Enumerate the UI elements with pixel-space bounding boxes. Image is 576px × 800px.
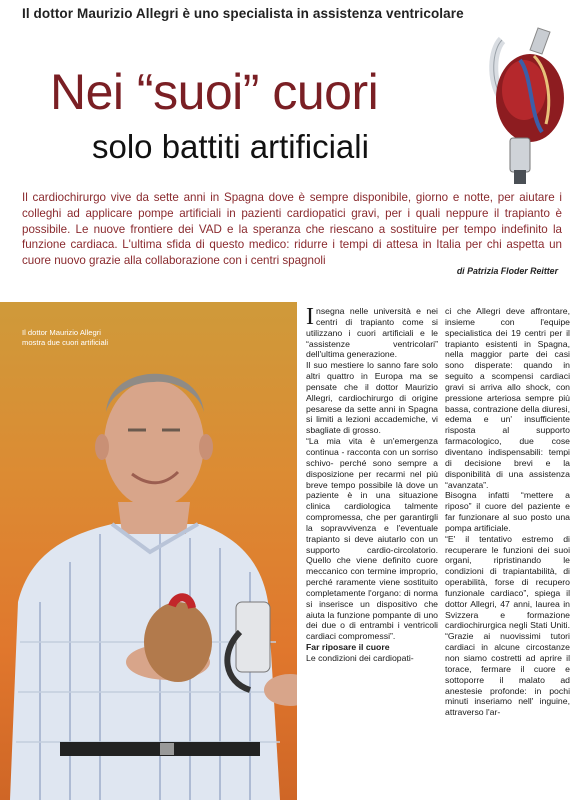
text-column-2: [445, 306, 570, 718]
column-1-paragraph-4: Le condizioni dei cardiopati-: [306, 653, 414, 663]
article-title: Nei “suoi” cuori: [50, 64, 379, 120]
text-column-1: [306, 306, 438, 664]
column-2-paragraph-2: Bisogna infatti “mettere a riposo” il cuore del paziente e far funzionare al suo posto una pompa artificiale.: [445, 490, 570, 533]
article-lead: Il cardiochirurgo vive da sette anni in Spagna dove è sempre disponibile, giorno e notte, per aiutare i colleghi ad applicare pompe artificiali in pazienti cardiopatici gravi, per i quali neppure il trapianto è possibile. Le nuove frontiere dei VAD e la speranza che riescano a sostituire per tempo indefinito la funzione cardiaca. L'ultima sfida di questo medico: ridurre i tempi di attesa in Italia per chi aspetta un cuore nuovo grazie alla collaborazione con i centri spagnoli: [22, 191, 562, 268]
drop-cap: I: [306, 304, 314, 330]
caption-line-1: Il dottor Maurizio Allegri: [22, 328, 101, 337]
column-2-paragraph-1: ci che Allegri deve affrontare, insieme con l'equipe specialistica dei 19 centri per il trapianto esistenti in Spagna, nella maggior parte dei casi sono disperate: quando in seguito a scompensi cardiaci gravi si arriva allo shock, con pressione arteriosa sempre più bassa, contrazione della diuresi, edema e un' insufficiente risposta al supporto farmacologico, due cose diventano indispensabili: tempi di decisione brevi e la disponibilità di una assistenza “avanzata”.: [445, 306, 570, 490]
column-1-paragraph-2: Il suo mestiere lo sanno fare solo altri quattro in Europa ma se pensate che il dottor Maurizio Allegri, cardiochirurgo di origine pesarese da sette anni in Spagna si limiti a lezioni accademiche, vi sbagliate di grosso.: [306, 360, 438, 436]
byline: di Patrizia Floder Reitter: [456, 266, 558, 276]
article-kicker: Il dottor Maurizio Allegri è uno specialista in assistenza ventricolare: [22, 6, 464, 21]
column-2-paragraph-3: “E' il tentativo estremo di recuperare le funzioni dei suoi organi, ripristinando le condizioni di trapiantabilità, di operabilità, forse di recupero funzionale cardiaco”, spiega il dottor Allegri, 47 anni, laurea in Svizzera e formazione cardiochirurgica negli Stati Uniti. “Grazie ai nuovissimi tutori cardiaci in alcune circostanze non siamo costretti ad aprire il torace, fermare il cuore e sottoporre il malato ad anestesie profonde: in pochi minuti inseriamo nell' inguine, attraverso l'ar-: [445, 533, 570, 718]
portrait-photo: [0, 302, 297, 800]
article-subtitle: solo battiti artificiali: [92, 128, 369, 165]
artificial-heart-illustration: [472, 20, 572, 186]
column-1-paragraph-3: “La mia vita è un'emergenza continua - racconta con un sorriso schivo- perché sono sempre a disposizione per recarmi nel più breve tempo possibile là dove un paziente è in una situazione clinica cardiologica talmente compromessa, che per garantirgli la sopravvivenza e l'eventuale trapianto si deve aiutarlo con un supporto cardio-circolatorio. Quello che viene definito cuore meccanico con termine improprio, perché raramente viene sostituito completamente l'organo: di norma si inserisce un dispositivo che aiuta la funzione pompante di uno dei due o di entrambi i ventricoli cardiaci compromessi”.: [306, 436, 438, 642]
column-1-paragraph-1: [306, 306, 438, 360]
photo-caption: [22, 328, 132, 348]
caption-line-2: mostra due cuori artificiali: [22, 338, 109, 347]
paragraph-text: nsegna nelle università e nei centri di trapianto come si utilizzano i cuori artificiali e le “assistenze ventricolari” dell'ultima generazione.: [306, 306, 438, 360]
section-subhead: Far riposare il cuore: [306, 642, 390, 653]
